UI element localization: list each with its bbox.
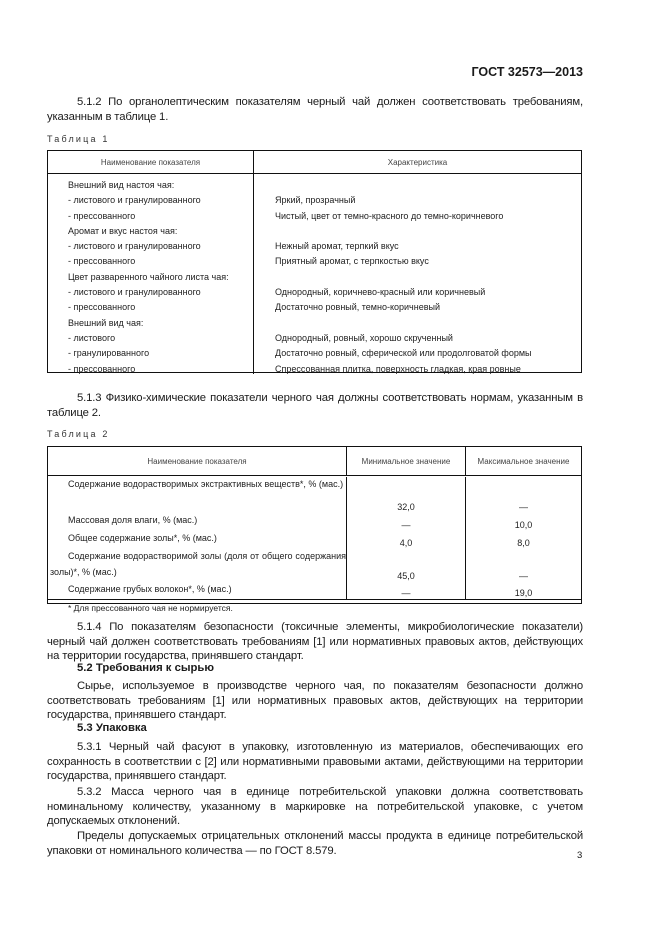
table-row-value: Приятный аромат, с терпкостью вкус [275,256,429,267]
table-row-name: Внешний вид настоя чая: [68,180,175,190]
table-row-value: Чистый, цвет от темно-красного до темно-коричневого [275,210,504,221]
table2-caption: Таблица 2 [47,429,110,439]
paragraph-text: 5.1.2 По органолептическим показателям черный чай должен соответствовать требованиям, указанным в таблице 1. [47,96,583,123]
table-row-min: 4,0 [347,531,466,549]
table-row [48,582,581,599]
table-row-name: - прессованного [68,256,136,267]
table-row-name: - листового [68,332,116,343]
document-code-header: ГОСТ 32573—2013 [471,65,583,79]
table2-col-max: Максимальное значение [477,456,570,466]
table2-physicochemical [47,446,582,613]
paragraph-5-3-2-limits [47,829,583,858]
table1-caption: Таблица 1 [47,134,110,144]
table-row-name: - прессованного [68,302,136,313]
paragraph-text: 5.3.2 Масса черного чая в единице потребительской упаковки должна соответствовать номинальному количеству, указанному в маркировке на потребительской упаковке, с учетом допускаемых отклонений. [47,786,583,828]
paragraph-5-2 [47,679,583,723]
table1-names-column [48,174,254,374]
table-row-min: — [347,582,466,599]
paragraph-text: Сырье, используемое в производстве черного чая, по показателям безопасности должно соответствовать требованиям [1] или нормативных правовых актов, действующих на территории государства, принявшего стандарт. [47,680,583,722]
table-row-value [275,316,581,331]
paragraph-5-1-3 [47,391,583,420]
table1-col-characteristic: Характеристика [387,157,448,167]
table-row-max: 10,0 [514,520,533,530]
table2-col-min: Минимальное значение [347,447,466,475]
paragraph-text: 5.1.4 По показателям безопасности (токсичные элементы, микробиологические показатели) черный чай должен соответствовать требованиям [1] или нормативных правовых актов, действующих на территории государства, принявшего стандарт. [47,621,583,663]
table-row-name [48,513,347,531]
table-row-name: Аромат и вкус настоя чая: [68,225,178,236]
paragraph-5-1-4 [47,620,583,664]
section-heading-5-3: 5.3 Упаковка [77,722,147,734]
table2-header-row [48,447,581,476]
table1-organoleptic [47,150,582,373]
table-row-name: - листового и гранулированного [68,287,201,298]
table-row-name [48,531,347,549]
table-row [48,549,581,582]
table-row-name: - гранулированного [68,348,150,359]
cell-text: Общее содержание золы*, % (мас.) [68,533,217,543]
table-row-name: - листового и гранулированного [68,241,201,252]
table-row-name [48,549,347,582]
table2-footnote: * Для прессованного чая не нормируется. [48,599,581,617]
cell-text: Массовая доля влаги, % (мас.) [68,515,198,525]
table1-col-name: Наименование показателя [48,151,254,173]
table-row-value: Нежный аромат, терпкий вкус [275,241,399,252]
cell-text: Содержание водорастворимой золы (доля от общего содержания золы)*, % (мас.) [50,551,346,577]
table-row-value: Однородный, коричнево-красный или коричневый [275,287,486,298]
paragraph-5-3-1 [47,740,583,784]
table1-body [48,174,581,374]
table-row-max: — [519,502,528,512]
cell-text: Содержание грубых волокон*, % (мас.) [68,584,232,594]
table-row-value: Спрессованная плитка, поверхность гладкая, края ровные [275,363,521,374]
table-row-value: Однородный, ровный, хорошо скрученный [275,332,453,343]
table-row-min: 45,0 [347,549,466,582]
table-row-name [48,477,347,513]
table-row-name [48,582,347,599]
table-row-value [275,270,581,285]
table-row-name: - прессованного [68,210,136,221]
table-row-min: — [347,513,466,531]
table-row [48,513,581,531]
table-row [48,531,581,549]
paragraph-5-3-2 [47,785,583,829]
section-heading-5-2: 5.2 Требования к сырью [77,662,215,674]
table-row-value: Яркий, прозрачный [275,195,356,206]
paragraph-text: 5.3.1 Черный чай фасуют в упаковку, изготовленную из материалов, обеспечивающих его сохранность в соответствии с [2] или нормативными правовыми актами, действующими на территории государства, принявшего стандарт. [47,741,583,783]
table-row-value [275,178,581,193]
table-row-name: - прессованного [68,363,136,374]
table-row-name: Внешний вид чая: [68,317,144,328]
table2-col-name: Наименование показателя [48,447,347,475]
paragraph-text: Пределы допускаемых отрицательных отклонений массы продукта в единице потребительской упаковки от номинального количества — по ГОСТ 8.579. [47,830,583,857]
table-row [48,476,581,513]
cell-text: Содержание водорастворимых экстрактивных веществ*, % (мас.) [68,479,344,489]
page-number: 3 [577,850,583,861]
table-row-max: 19,0 [514,588,533,598]
table-row-value: Достаточно ровный, темно-коричневый [275,302,440,313]
table1-values-column [254,174,581,374]
table-row-name: Цвет разваренного чайного листа чая: [68,271,229,282]
table-row-value: Достаточно ровный, сферической или продолговатой формы [275,348,532,359]
paragraph-text: 5.1.3 Физико-химические показатели черного чая должны соответствовать нормам, указанным в таблице 2. [47,392,583,419]
table-row-max: — [519,571,528,581]
paragraph-5-1-2 [47,95,583,124]
table-row-name: - листового и гранулированного [68,195,201,206]
table-row-min: 32,0 [347,477,466,513]
table1-header-row [48,151,581,174]
table-row-value [275,224,581,239]
table-row-max: 8,0 [517,538,530,548]
